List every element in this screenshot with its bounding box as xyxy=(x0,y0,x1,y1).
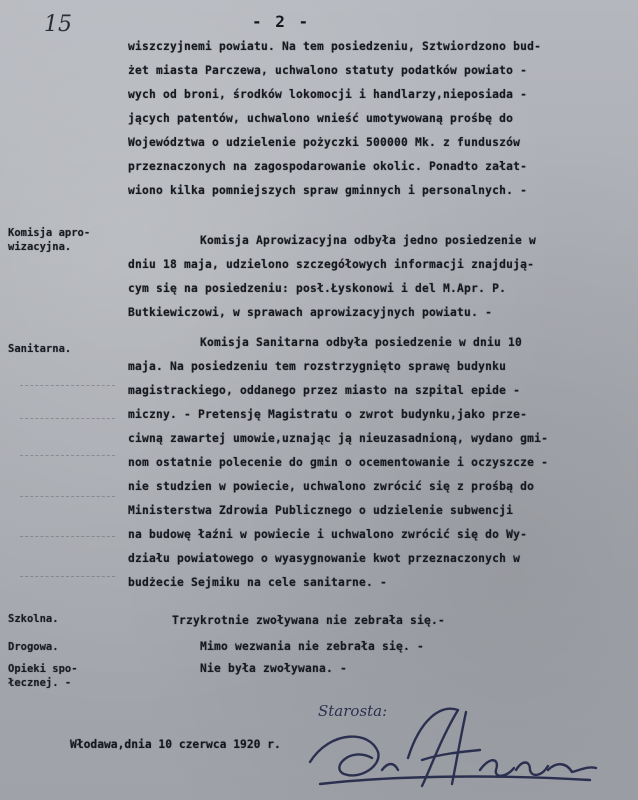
text-line: Mimo wezwania nie zebrała się. - xyxy=(200,640,425,653)
text-line: maja. Na posiedzeniu tem rozstrzygnięto sprawę budynku xyxy=(128,360,507,373)
margin-rule xyxy=(20,536,115,537)
text-line: Ministerstwa Zdrowia Publicznego o udzielenie subwencji xyxy=(128,504,514,517)
text-line: budżecie Sejmiku na cele sanitarne. - xyxy=(128,576,388,589)
handwritten-page-number: 15 xyxy=(44,12,72,37)
text-line: Nie była zwoływana. - xyxy=(200,662,348,675)
text-line: Komisja Sanitarna odbyła posiedzenie w dniu 10 xyxy=(200,336,523,349)
text-line: wiszczyjnemi powiatu. Na tem posiedzeniu, Sztwiordzono bud- xyxy=(128,40,542,53)
margin-label-drogowa: Drogowa. xyxy=(8,641,59,653)
margin-rule xyxy=(20,385,115,386)
handwritten-signature xyxy=(290,700,610,796)
text-line: Butkiewiczowi, w sprawach aprowizacyjnych powiatu. - xyxy=(128,306,493,319)
text-line: jących patentów, uchwalono wnieść umotywowaną prośbę do xyxy=(128,112,514,125)
margin-label-opieki-spolecznej: Opieki spo- łecznej. - xyxy=(8,663,78,689)
margin-label-aprowizacyjna: Komisja apro- wizacyjna. xyxy=(8,227,91,253)
text-line: miczny. - Pretensję Magistratu o zwrot budynku,jako prze- xyxy=(128,408,528,421)
margin-rule xyxy=(20,496,115,497)
margin-label-szkolna: Szkolna. xyxy=(8,613,59,625)
text-line: działu powiatowego o wyasygnowanie kwot przeznaczonych w xyxy=(128,552,521,565)
text-line: Trzykrotnie zwoływana nie zebrała się.- xyxy=(172,614,446,627)
text-line: na budowę łaźni w powiecie i uchwalono zwrócić się do Wy- xyxy=(128,528,528,541)
text-line: magistrackiego, oddanego przez miasto na szpital epide - xyxy=(128,384,521,397)
text-line: cym się na posiedzeniu: posł.Łyskonowi i del M.Apr. P. xyxy=(128,282,507,295)
text-line: dniu 18 maja, udzielono szczegółowych informacji znajdują- xyxy=(128,258,535,271)
text-line: wiono kilka pomniejszych spraw gminnych i personalnych. - xyxy=(128,184,528,197)
margin-rule xyxy=(20,418,115,419)
page-number: - 2 - xyxy=(252,12,311,31)
margin-label-sanitarna: Sanitarna. xyxy=(8,343,72,355)
text-line: Komisja Aprowizacyjna odbyła jedno posiedzenie w xyxy=(200,234,537,247)
text-line: żet miasta Parczewa, uchwalono statuty podatków powiato - xyxy=(128,64,528,77)
text-line: Województwa o udzielenie pożyczki 500000 Mk. z funduszów xyxy=(128,136,521,149)
margin-rule xyxy=(20,576,115,577)
text-line: przeznaczonych na zagospodarowanie okolic. Ponadto załat- xyxy=(128,160,528,173)
text-line: wych od broni, środków lokomocji i handlarzy,nieposiada - xyxy=(128,88,528,101)
text-line: nie studzien w powiecie, uchwalono zwrócić się z prośbą do xyxy=(128,480,535,493)
date-line: Włodawa,dnia 10 czerwca 1920 r. xyxy=(70,738,281,751)
starosta-label: Starosta: xyxy=(318,702,388,720)
text-line: nom ostatnie polecenie do gmin o ocementowanie i oczyszcze - xyxy=(128,456,549,469)
margin-rule xyxy=(20,455,115,456)
text-line: ciwną zawartej umowie,uznając ją nieuzasadnioną, wydano gmi- xyxy=(128,432,549,445)
